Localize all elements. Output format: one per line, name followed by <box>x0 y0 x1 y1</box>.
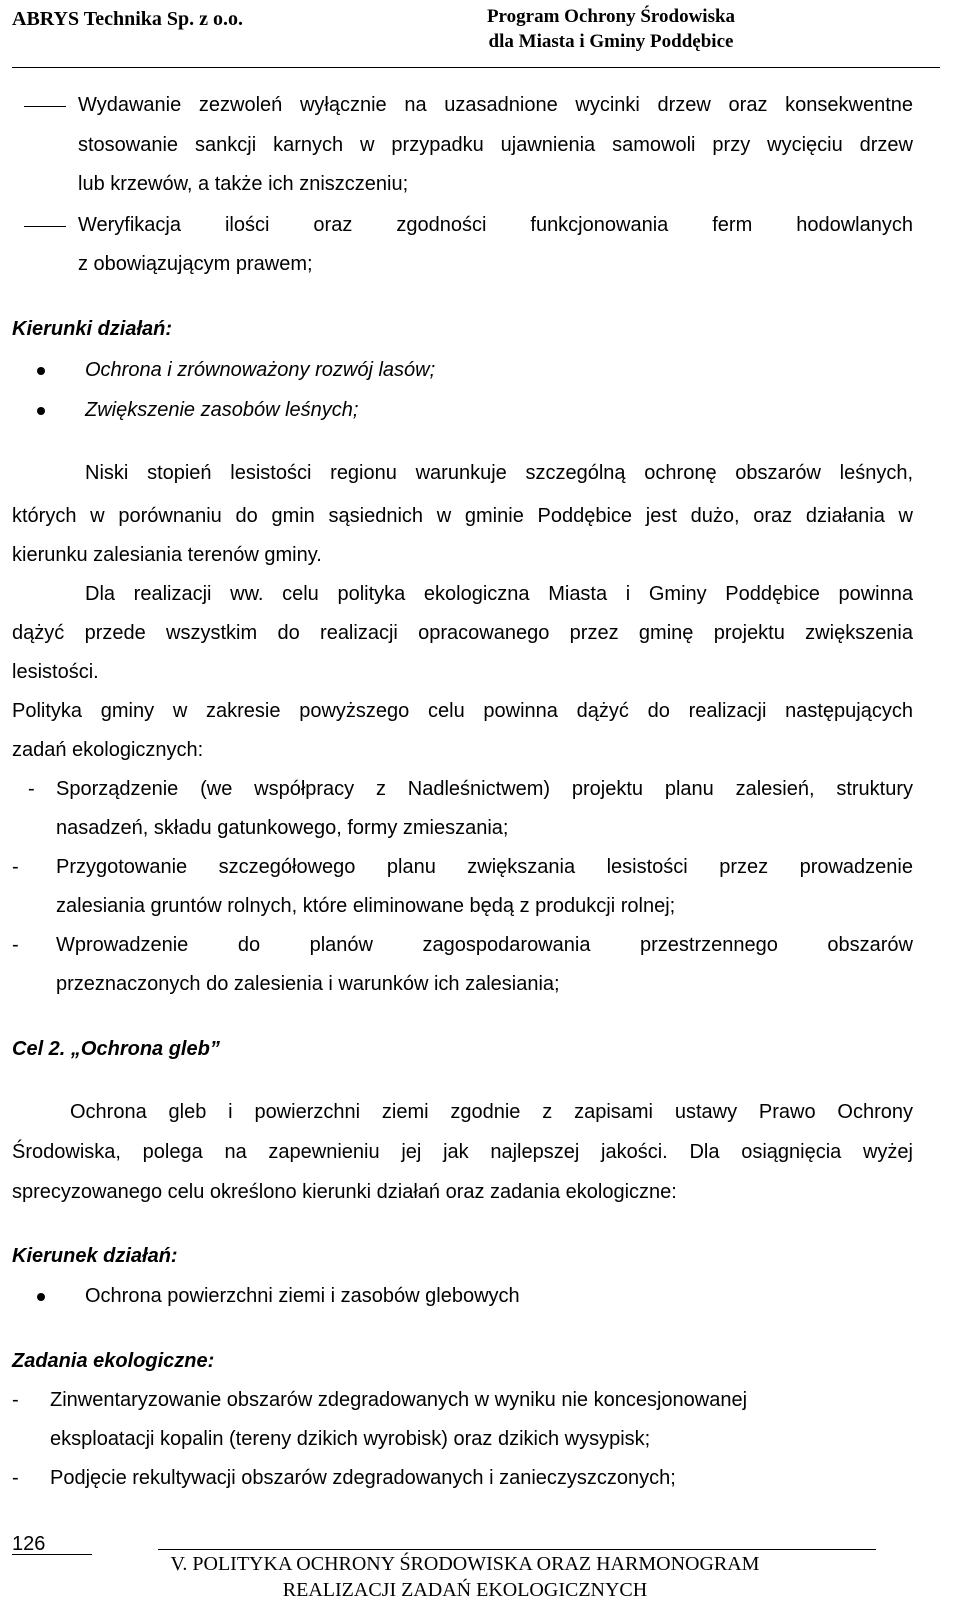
dash-marker: - <box>12 1467 19 1489</box>
bullet-icon <box>37 367 45 375</box>
list-item: Ochrona powierzchni ziemi i zasobów glebowych <box>85 1285 520 1307</box>
paragraph-line: Dla realizacji ww. celu polityka ekologiczna Miasta i Gminy Poddębice powinna <box>85 583 913 605</box>
section-heading: Zadania ekologiczne: <box>12 1350 215 1372</box>
list-item-line: eksploatacji kopalin (tereny dzikich wyrobisk) oraz dzikich wysypisk; <box>50 1428 651 1450</box>
program-title <box>451 4 771 54</box>
chapter-title-line1: V. POLITYKA OCHRONY ŚRODOWISKA ORAZ HARMONOGRAM <box>170 1553 760 1575</box>
list-item-line: z obowiązującym prawem; <box>78 253 313 275</box>
program-title-line1: Program Ochrony Środowiska <box>486 6 736 27</box>
dash-marker <box>24 106 66 107</box>
paragraph-line: Środowiska, polega na zapewnieniu jej jak najlepszej jakości. Dla osiągnięcia wyżej <box>12 1141 913 1163</box>
paragraph-line: Ochrona gleb i powierzchni ziemi zgodnie z zapisami ustawy Prawo Ochrony <box>70 1101 913 1123</box>
header-rule <box>12 67 940 68</box>
list-item-line: Zinwentaryzowanie obszarów zdegradowanych w wyniku nie koncesjonowanej <box>50 1389 748 1411</box>
paragraph-line: zadań ekologicznych: <box>12 739 204 761</box>
chapter-title-line2: REALIZACJI ZADAŃ EKOLOGICZNYCH <box>282 1579 648 1601</box>
list-item-line: Przygotowanie szczegółowego planu zwiększania lesistości przez prowadzenie <box>56 856 913 878</box>
paragraph-line: których w porównaniu do gmin sąsiednich w gminie Poddębice jest dużo, oraz działania w <box>12 505 913 527</box>
list-item-line: Sporządzenie (we współpracy z Nadleśnictwem) projektu planu zalesień, struktury <box>56 778 913 800</box>
list-item-line: Podjęcie rekultywacji obszarów zdegradowanych i zanieczyszczonych; <box>50 1467 676 1489</box>
dash-marker: - <box>28 778 35 800</box>
program-title-line2: dla Miasta i Gminy Poddębice <box>488 31 734 52</box>
paragraph-line: sprecyzowanego celu określono kierunki działań oraz zadania ekologiczne: <box>12 1181 677 1203</box>
list-item: Zwiększenie zasobów leśnych; <box>85 399 359 421</box>
company-name: ABRYS Technika Sp. z o.o. <box>12 8 244 30</box>
list-item-line: Weryfikacja ilości oraz zgodności funkcjonowania ferm hodowlanych <box>78 214 913 236</box>
section-heading: Kierunki działań: <box>12 318 173 340</box>
dash-marker: - <box>12 1389 19 1411</box>
paragraph-line: dążyć przede wszystkim do realizacji opracowanego przez gminę projektu zwiększenia <box>12 622 913 644</box>
bullet-icon <box>37 407 45 415</box>
bullet-icon <box>37 1293 45 1301</box>
section-heading: Cel 2. „Ochrona gleb” <box>12 1038 220 1060</box>
paragraph-line: Niski stopień lesistości regionu warunkuje szczególną ochronę obszarów leśnych, <box>85 462 913 484</box>
list-item-line: Wydawanie zezwoleń wyłącznie na uzasadnione wycinki drzew oraz konsekwentne <box>78 94 913 116</box>
list-item-line: lub krzewów, a także ich zniszczeniu; <box>78 173 409 195</box>
section-heading: Kierunek działań: <box>12 1245 178 1267</box>
list-item-line: przeznaczonych do zalesienia i warunków ich zalesiania; <box>56 973 560 995</box>
dash-marker: - <box>12 856 19 878</box>
list-item-line: nasadzeń, składu gatunkowego, formy zmieszania; <box>56 817 509 839</box>
page-number: 126 <box>12 1533 46 1555</box>
list-item: Ochrona i zrównoważony rozwój lasów; <box>85 359 436 381</box>
list-item-line: stosowanie sankcji karnych w przypadku ujawnienia samowoli przy wycięciu drzew <box>78 134 913 156</box>
chapter-title <box>130 1551 800 1603</box>
paragraph-line: lesistości. <box>12 661 99 683</box>
paragraph-line: Polityka gminy w zakresie powyższego celu powinna dążyć do realizacji następujących <box>12 700 913 722</box>
list-item-line: zalesiania gruntów rolnych, które eliminowane będą z produkcji rolnej; <box>56 895 676 917</box>
dash-marker: - <box>12 934 19 956</box>
dash-marker <box>24 226 66 227</box>
list-item-line: Wprowadzenie do planów zagospodarowania przestrzennego obszarów <box>56 934 913 956</box>
footer-rule <box>158 1549 876 1550</box>
footer-rule <box>12 1554 92 1555</box>
paragraph-line: kierunku zalesiania terenów gminy. <box>12 544 322 566</box>
